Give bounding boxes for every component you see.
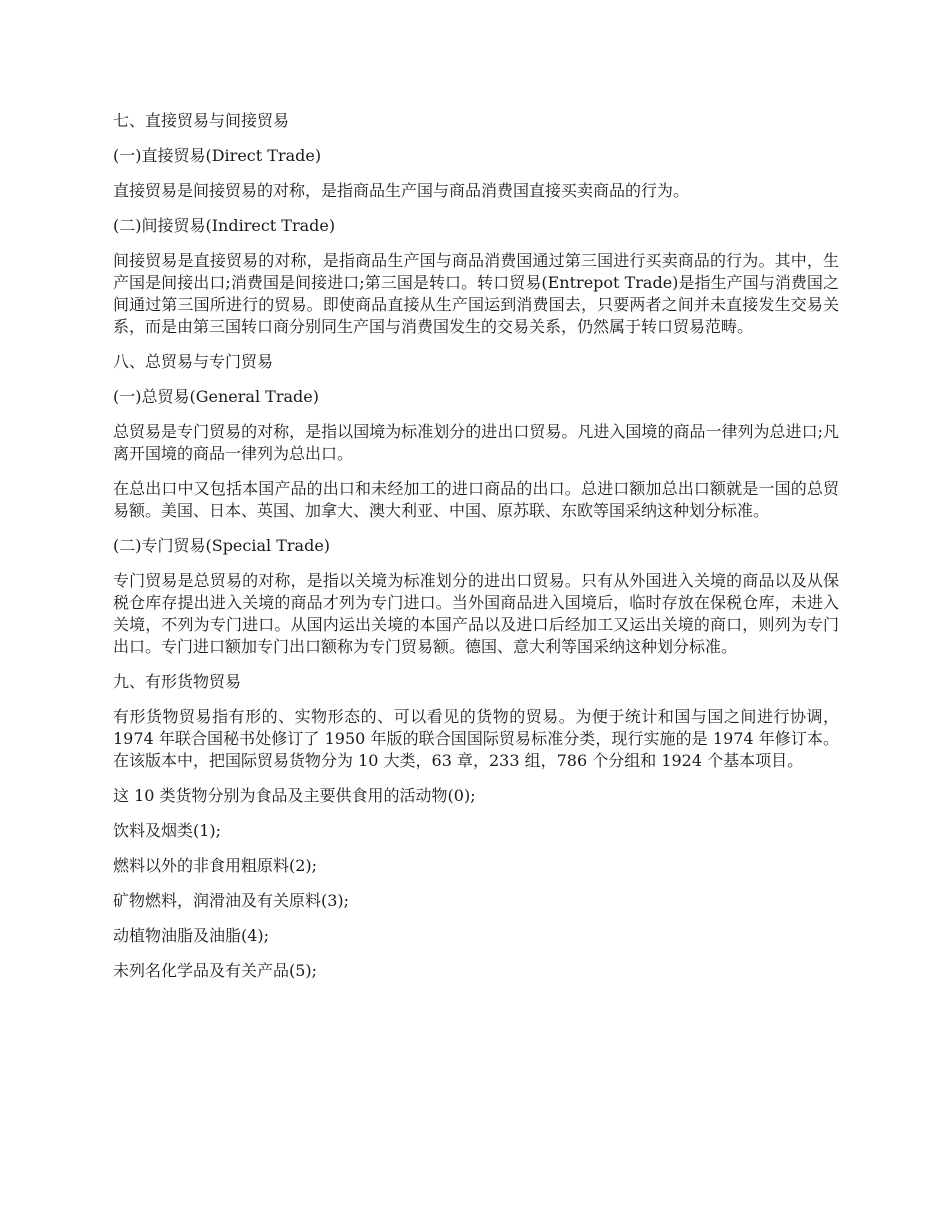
list-item: 燃料以外的非食用粗原料(2); (113, 856, 318, 875)
heading-section-9: 九、有形货物贸易 (113, 672, 242, 691)
paragraph-general-trade: 总贸易是专门贸易的对称，是指以国境为标准划分的进出口贸易。凡进入国境的商品一律列为总进口;凡离开国境的商品一律列为总出口。 (113, 422, 839, 463)
subheading-special-trade: (二)专门贸易(Special Trade) (113, 536, 331, 555)
paragraph-direct-trade: 直接贸易是间接贸易的对称，是指商品生产国与商品消费国直接买卖商品的行为。 (113, 181, 690, 200)
subheading-indirect-trade: (二)间接贸易(Indirect Trade) (113, 216, 336, 235)
document-page (113, 110, 839, 995)
subheading-direct-trade: (一)直接贸易(Direct Trade) (113, 146, 322, 165)
paragraph-indirect-trade: 间接贸易是直接贸易的对称，是指商品生产国与商品消费国通过第三国进行买卖商品的行为。其中，生产国是间接出口;消费国是间接进口;第三国是转口。转口贸易(Entrepot Trade)是指生产国与消费国之间通过第三国所进行的贸易。即使商品直接从生产国运到消费国去，只要两者之间并未直接发生交易关系，而是由第三国转口商分别同生产国与消费国发生的交易关系，仍然属于转口贸易范畴。 (113, 251, 839, 336)
heading-section-7: 七、直接贸易与间接贸易 (113, 111, 290, 130)
heading-section-8: 八、总贸易与专门贸易 (113, 352, 274, 371)
paragraph-general-trade-detail: 在总出口中又包括本国产品的出口和未经加工的进口商品的出口。总进口额加总出口额就是一国的总贸易额。美国、日本、英国、加拿大、澳大利亚、中国、原苏联、东欧等国采纳这种划分标准。 (113, 479, 839, 520)
list-item: 饮料及烟类(1); (113, 821, 222, 840)
paragraph-special-trade: 专门贸易是总贸易的对称，是指以关境为标准划分的进出口贸易。只有从外国进入关境的商品以及从保税仓库存提出进入关境的商品才列为专门进口。当外国商品进入国境后，临时存放在保税仓库，未进入关境，不列为专门进口。从国内运出关境的本国产品以及进口后经加工又运出关境的商口，则列为专门出口。专门进口额加专门出口额称为专门贸易额。德国、意大利等国采纳这种划分标准。 (113, 571, 839, 656)
paragraph-tangible-goods: 有形货物贸易指有形的、实物形态的、可以看见的货物的贸易。为便于统计和国与国之间进行协调，1974 年联合国秘书处修订了 1950 年版的联合国国际贸易标准分类，现行实施的是 1974 年修订本。在该版本中，把国际贸易货物分为 10 大类，63 章，233 组，786 个分组和 1924 个基本项目。 (113, 707, 839, 770)
list-item: 未列名化学品及有关产品(5); (113, 961, 318, 980)
subheading-general-trade: (一)总贸易(General Trade) (113, 387, 319, 406)
list-item: 矿物燃料，润滑油及有关原料(3); (113, 891, 350, 910)
list-item: 动植物油脂及油脂(4); (113, 926, 270, 945)
list-item: 这 10 类货物分别为食品及主要供食用的活动物(0); (113, 786, 476, 805)
